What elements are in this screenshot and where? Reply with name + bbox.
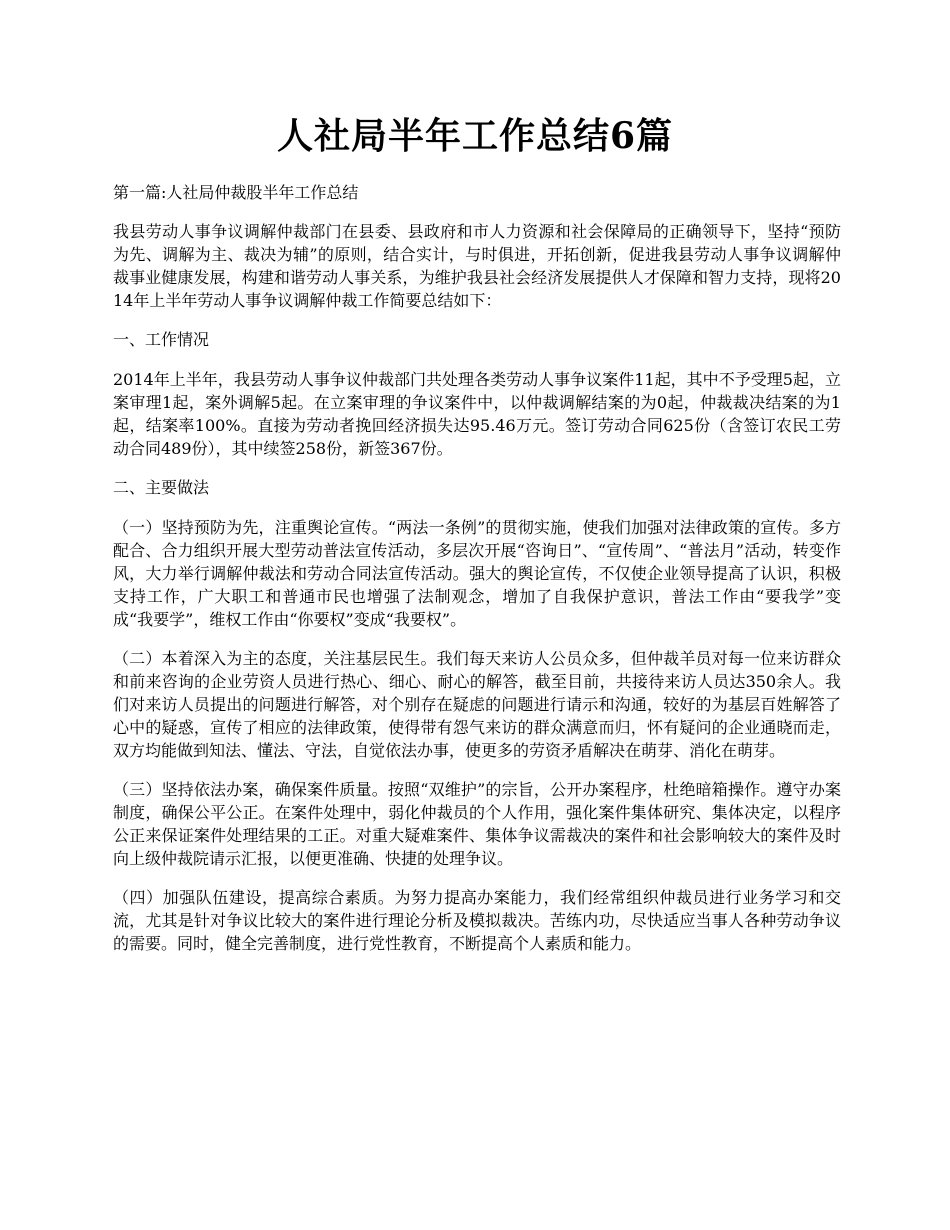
practice-paragraph-3: （三）坚持依法办案，确保案件质量。按照“双维护”的宗旨，公开办案程序，杜绝暗箱操作。遵守办案制度，确保公平公正。在案件处理中，弱化仲裁员的个人作用，强化案件集体研究、集体决定，以程序公正来保证案件处理结果的工正。对重大疑难案件、集体争议需裁决的案件和社会影响较大的案件及时向上级仲裁院请示汇报，以便更准确、快捷的处理争议。: [113, 780, 841, 868]
section-heading-first-article: 第一篇:人社局仲裁股半年工作总结: [113, 183, 359, 202]
document-title: 人社局半年工作总结6篇: [276, 115, 674, 157]
work-status-paragraph: 2014年上半年，我县劳动人事争议仲裁部门共处理各类劳动人事争议案件11起，其中不予受理5起，立案审理1起，案外调解5起。在立案审理的争议案件中，以仲裁调解结案的为0起，仲裁裁决结案的为1起，结案率100%。直接为劳动者挽回经济损失达95.46万元。签订劳动合同625份（含签订农民工劳动合同489份），其中续签258份，新签367份。: [113, 370, 841, 458]
practice-paragraph-1: （一）坚持预防为先，注重舆论宣传。“两法一条例”的贯彻实施，使我们加强对法律政策的宣传。多方配合、合力组织开展大型劳动普法宣传活动，多层次开展“咨询日”、“宣传周”、“普法月”活动，转变作风，大力举行调解仲裁法和劳动合同法宣传活动。强大的舆论宣传，不仅使企业领导提高了认识，积极支持工作，广大职工和普通市民也增强了法制观念，增加了自我保护意识，普法工作由“要我学”变成“我要学”，维权工作由“你要权”变成“我要权”。: [113, 518, 841, 629]
practice-paragraph-4: （四）加强队伍建设，提高综合素质。为努力提高办案能力，我们经常组织仲裁员进行业务学习和交流，尤其是针对争议比较大的案件进行理论分析及模拟裁决。苦练内功，尽快适应当事人各种劳动争议的需要。同时，健全完善制度，进行党性教育，不断提高个人素质和能力。: [113, 888, 841, 953]
document-body: [113, 181, 841, 971]
practice-paragraph-2: （二）本着深入为主的态度，关注基层民生。我们每天来访人公员众多，但仲裁羊员对每一位来访群众和前来咨询的企业劳资人员进行热心、细心、耐心的解答，截至目前，共接待来访人员达350余人。我们对来访人员提出的问题进行解答，对个别存在疑虑的问题进行请示和沟通，较好的为基层百姓解答了心中的疑惑，宣传了相应的法律政策，使得带有怨气来访的群众满意而归，怀有疑问的企业通晓而走，双方均能做到知法、懂法、守法，自觉依法办事，使更多的劳资矛盾解决在萌芽、消化在萌芽。: [113, 649, 841, 760]
intro-paragraph: 我县劳动人事争议调解仲裁部门在县委、县政府和市人力资源和社会保障局的正确领导下，坚持“预防为先、调解为主、裁决为辅”的原则，结合实计，与时俱进，开拓创新，促进我县劳动人事争议调解仲裁事业健康发展，构建和谐劳动人事关系，为维护我县社会经济发展提供人才保障和智力支持，现将2014年上半年劳动人事争议调解仲裁工作简要总结如下：: [113, 222, 841, 310]
section-heading-work-status: 一、工作情况: [113, 330, 210, 349]
section-heading-main-practices: 二、主要做法: [113, 478, 210, 497]
